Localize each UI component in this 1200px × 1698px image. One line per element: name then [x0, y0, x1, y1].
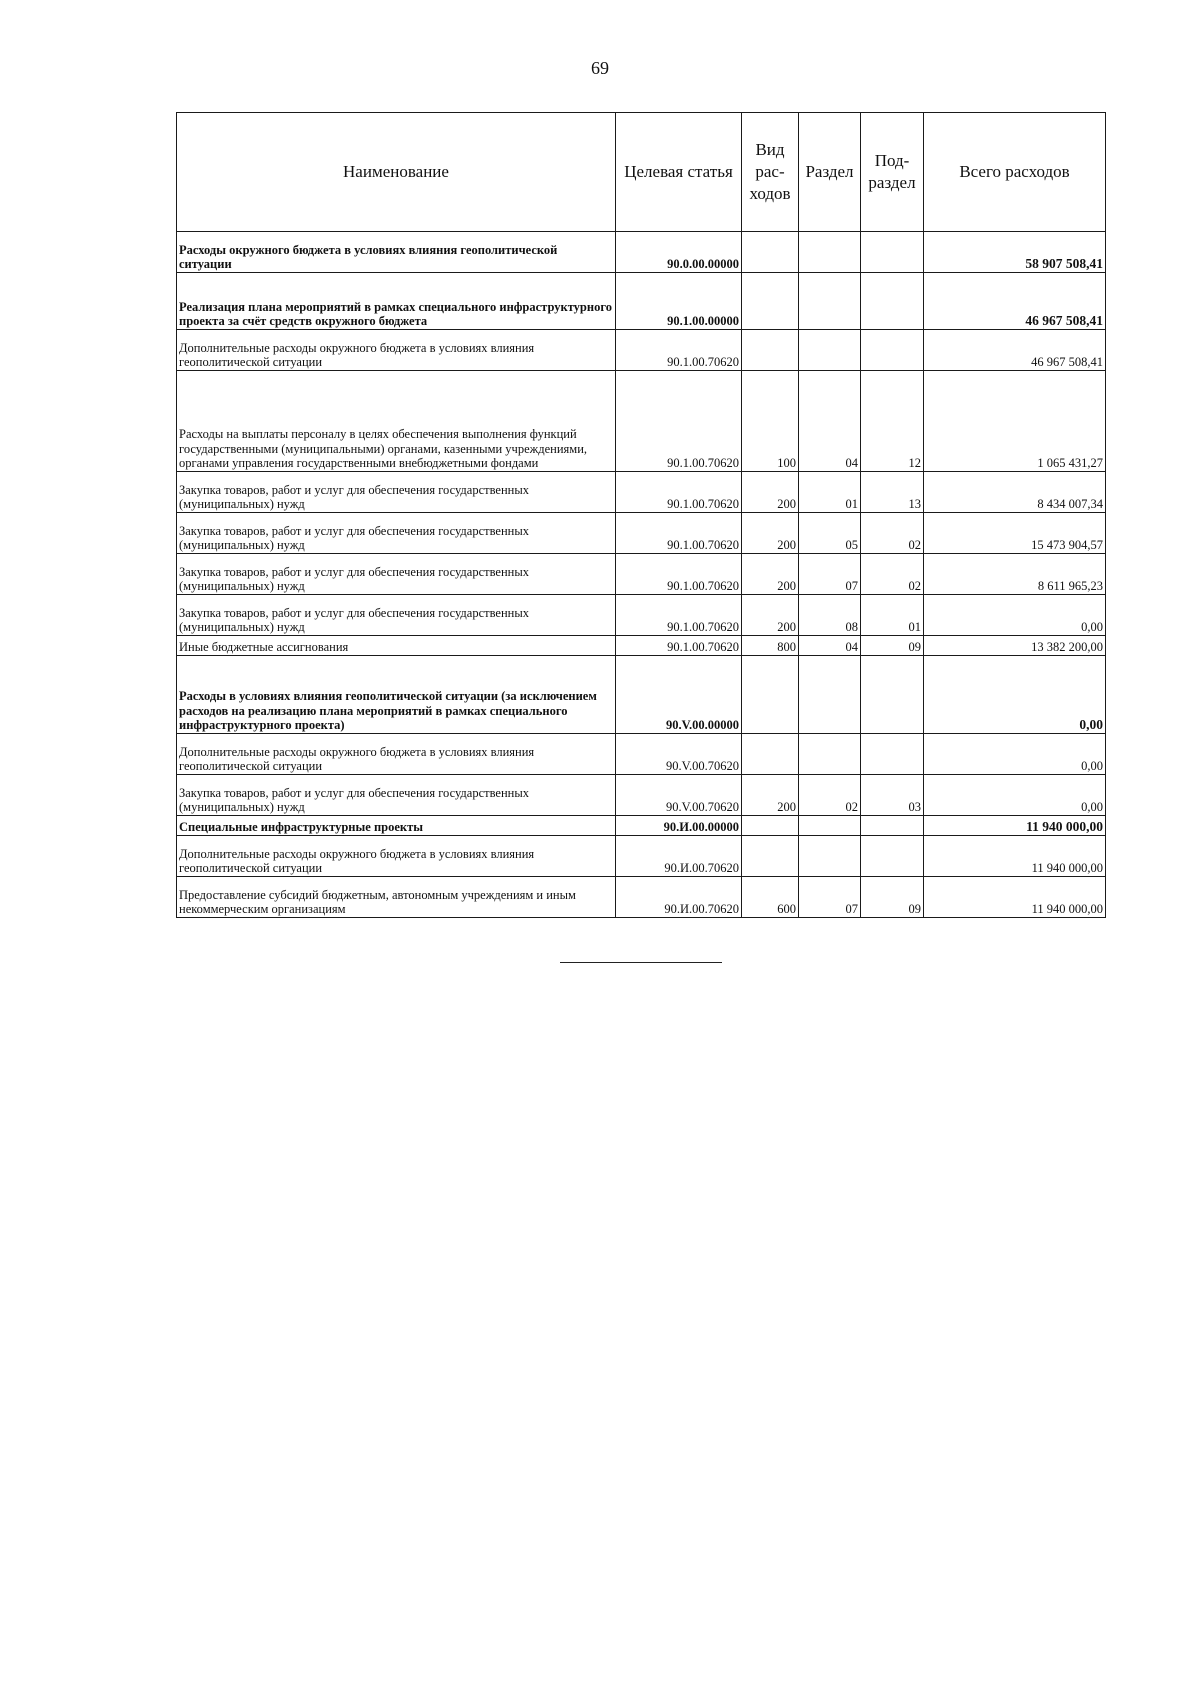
row-expense-kind: [742, 330, 799, 371]
row-subsection: [861, 656, 924, 734]
row-total: 46 967 508,41: [924, 330, 1106, 371]
row-subsection: 09: [861, 877, 924, 918]
row-target-article: 90.1.00.70620: [616, 472, 742, 513]
row-name: Закупка товаров, работ и услуг для обеспечения государственных (муниципальных) нужд: [177, 472, 616, 513]
row-subsection: 02: [861, 513, 924, 554]
table-row: [177, 877, 1106, 918]
row-total: 0,00: [924, 656, 1106, 734]
row-total: 1 065 431,27: [924, 371, 1106, 472]
row-name: Дополнительные расходы окружного бюджета в условиях влияния геополитической ситуации: [177, 330, 616, 371]
row-section: [799, 816, 861, 836]
row-total: 58 907 508,41: [924, 232, 1106, 273]
row-section: 02: [799, 775, 861, 816]
row-expense-kind: [742, 273, 799, 330]
row-name: Закупка товаров, работ и услуг для обеспечения государственных (муниципальных) нужд: [177, 513, 616, 554]
row-name: Реализация плана мероприятий в рамках специального инфраструктурного проекта за счёт средств окружного бюджета: [177, 273, 616, 330]
header-section: Раздел: [799, 113, 861, 232]
row-expense-kind: 200: [742, 554, 799, 595]
row-target-article: 90.V.00.70620: [616, 734, 742, 775]
row-subsection: [861, 816, 924, 836]
table-row: [177, 775, 1106, 816]
footer-divider: [560, 962, 722, 963]
page-number: 69: [591, 58, 609, 78]
row-expense-kind: 100: [742, 371, 799, 472]
row-target-article: 90.1.00.00000: [616, 273, 742, 330]
table-row: [177, 273, 1106, 330]
row-section: 08: [799, 595, 861, 636]
row-name: Дополнительные расходы окружного бюджета в условиях влияния геополитической ситуации: [177, 836, 616, 877]
row-target-article: 90.0.00.00000: [616, 232, 742, 273]
row-name: Специальные инфраструктурные проекты: [177, 816, 616, 836]
row-subsection: [861, 232, 924, 273]
row-section: [799, 273, 861, 330]
row-target-article: 90.1.00.70620: [616, 513, 742, 554]
row-name: Закупка товаров, работ и услуг для обеспечения государственных (муниципальных) нужд: [177, 554, 616, 595]
row-name: Расходы в условиях влияния геополитической ситуации (за исключением расходов на реализацию плана мероприятий в рамках специального инфраструктурного проекта): [177, 656, 616, 734]
row-name: Дополнительные расходы окружного бюджета в условиях влияния геополитической ситуации: [177, 734, 616, 775]
row-subsection: 03: [861, 775, 924, 816]
row-subsection: [861, 330, 924, 371]
row-expense-kind: 600: [742, 877, 799, 918]
row-expense-kind: [742, 232, 799, 273]
row-subsection: 12: [861, 371, 924, 472]
row-name: Закупка товаров, работ и услуг для обеспечения государственных (муниципальных) нужд: [177, 595, 616, 636]
row-total: 46 967 508,41: [924, 273, 1106, 330]
row-total: 11 940 000,00: [924, 816, 1106, 836]
row-target-article: 90.1.00.70620: [616, 330, 742, 371]
row-section: [799, 656, 861, 734]
row-total: 0,00: [924, 595, 1106, 636]
row-target-article: 90.1.00.70620: [616, 371, 742, 472]
table-row: [177, 371, 1106, 472]
table-row: [177, 513, 1106, 554]
table-row: [177, 656, 1106, 734]
header-total-expenses: Всего расходов: [924, 113, 1106, 232]
row-expense-kind: 200: [742, 595, 799, 636]
row-section: 01: [799, 472, 861, 513]
row-expense-kind: [742, 734, 799, 775]
row-name: Расходы на выплаты персоналу в целях обеспечения выполнения функций государственными (муниципальными) органами, казенными учреждениями, органами управления государственными внебюджетными фондами: [177, 371, 616, 472]
row-target-article: 90.V.00.00000: [616, 656, 742, 734]
row-total: 13 382 200,00: [924, 636, 1106, 656]
row-expense-kind: [742, 656, 799, 734]
header-expense-kind: Вид рас- ходов: [742, 113, 799, 232]
row-section: [799, 836, 861, 877]
row-total: 11 940 000,00: [924, 836, 1106, 877]
row-section: 07: [799, 554, 861, 595]
row-section: [799, 330, 861, 371]
row-total: 15 473 904,57: [924, 513, 1106, 554]
table-row: [177, 636, 1106, 656]
row-target-article: 90.И.00.70620: [616, 877, 742, 918]
row-target-article: 90.V.00.70620: [616, 775, 742, 816]
row-subsection: 02: [861, 554, 924, 595]
row-target-article: 90.1.00.70620: [616, 554, 742, 595]
row-target-article: 90.1.00.70620: [616, 636, 742, 656]
table-header-row: [177, 113, 1106, 232]
row-subsection: 13: [861, 472, 924, 513]
header-name: Наименование: [177, 113, 616, 232]
row-expense-kind: [742, 816, 799, 836]
row-expense-kind: 200: [742, 513, 799, 554]
table-row: [177, 816, 1106, 836]
header-subsection: Под- раздел: [861, 113, 924, 232]
row-target-article: 90.1.00.70620: [616, 595, 742, 636]
budget-expenses-table: [176, 112, 1106, 918]
table-row: [177, 232, 1106, 273]
row-name: Иные бюджетные ассигнования: [177, 636, 616, 656]
row-name: Закупка товаров, работ и услуг для обеспечения государственных (муниципальных) нужд: [177, 775, 616, 816]
row-total: 8 434 007,34: [924, 472, 1106, 513]
row-expense-kind: 200: [742, 775, 799, 816]
row-total: 0,00: [924, 734, 1106, 775]
row-total: 11 940 000,00: [924, 877, 1106, 918]
row-total: 8 611 965,23: [924, 554, 1106, 595]
table-row: [177, 595, 1106, 636]
table-row: [177, 330, 1106, 371]
row-subsection: 01: [861, 595, 924, 636]
row-target-article: 90.И.00.00000: [616, 816, 742, 836]
row-target-article: 90.И.00.70620: [616, 836, 742, 877]
row-expense-kind: [742, 836, 799, 877]
row-section: 04: [799, 371, 861, 472]
row-subsection: [861, 273, 924, 330]
row-expense-kind: 800: [742, 636, 799, 656]
row-subsection: 09: [861, 636, 924, 656]
table-row: [177, 734, 1106, 775]
row-section: [799, 734, 861, 775]
row-subsection: [861, 836, 924, 877]
table-row: [177, 836, 1106, 877]
row-section: 07: [799, 877, 861, 918]
table-row: [177, 554, 1106, 595]
row-name: Предоставление субсидий бюджетным, автономным учреждениям и иным некоммерческим организациям: [177, 877, 616, 918]
row-section: 04: [799, 636, 861, 656]
table-row: [177, 472, 1106, 513]
row-name: Расходы окружного бюджета в условиях влияния геополитической ситуации: [177, 232, 616, 273]
row-subsection: [861, 734, 924, 775]
row-total: 0,00: [924, 775, 1106, 816]
row-section: 05: [799, 513, 861, 554]
row-section: [799, 232, 861, 273]
row-expense-kind: 200: [742, 472, 799, 513]
header-target-article: Целевая статья: [616, 113, 742, 232]
